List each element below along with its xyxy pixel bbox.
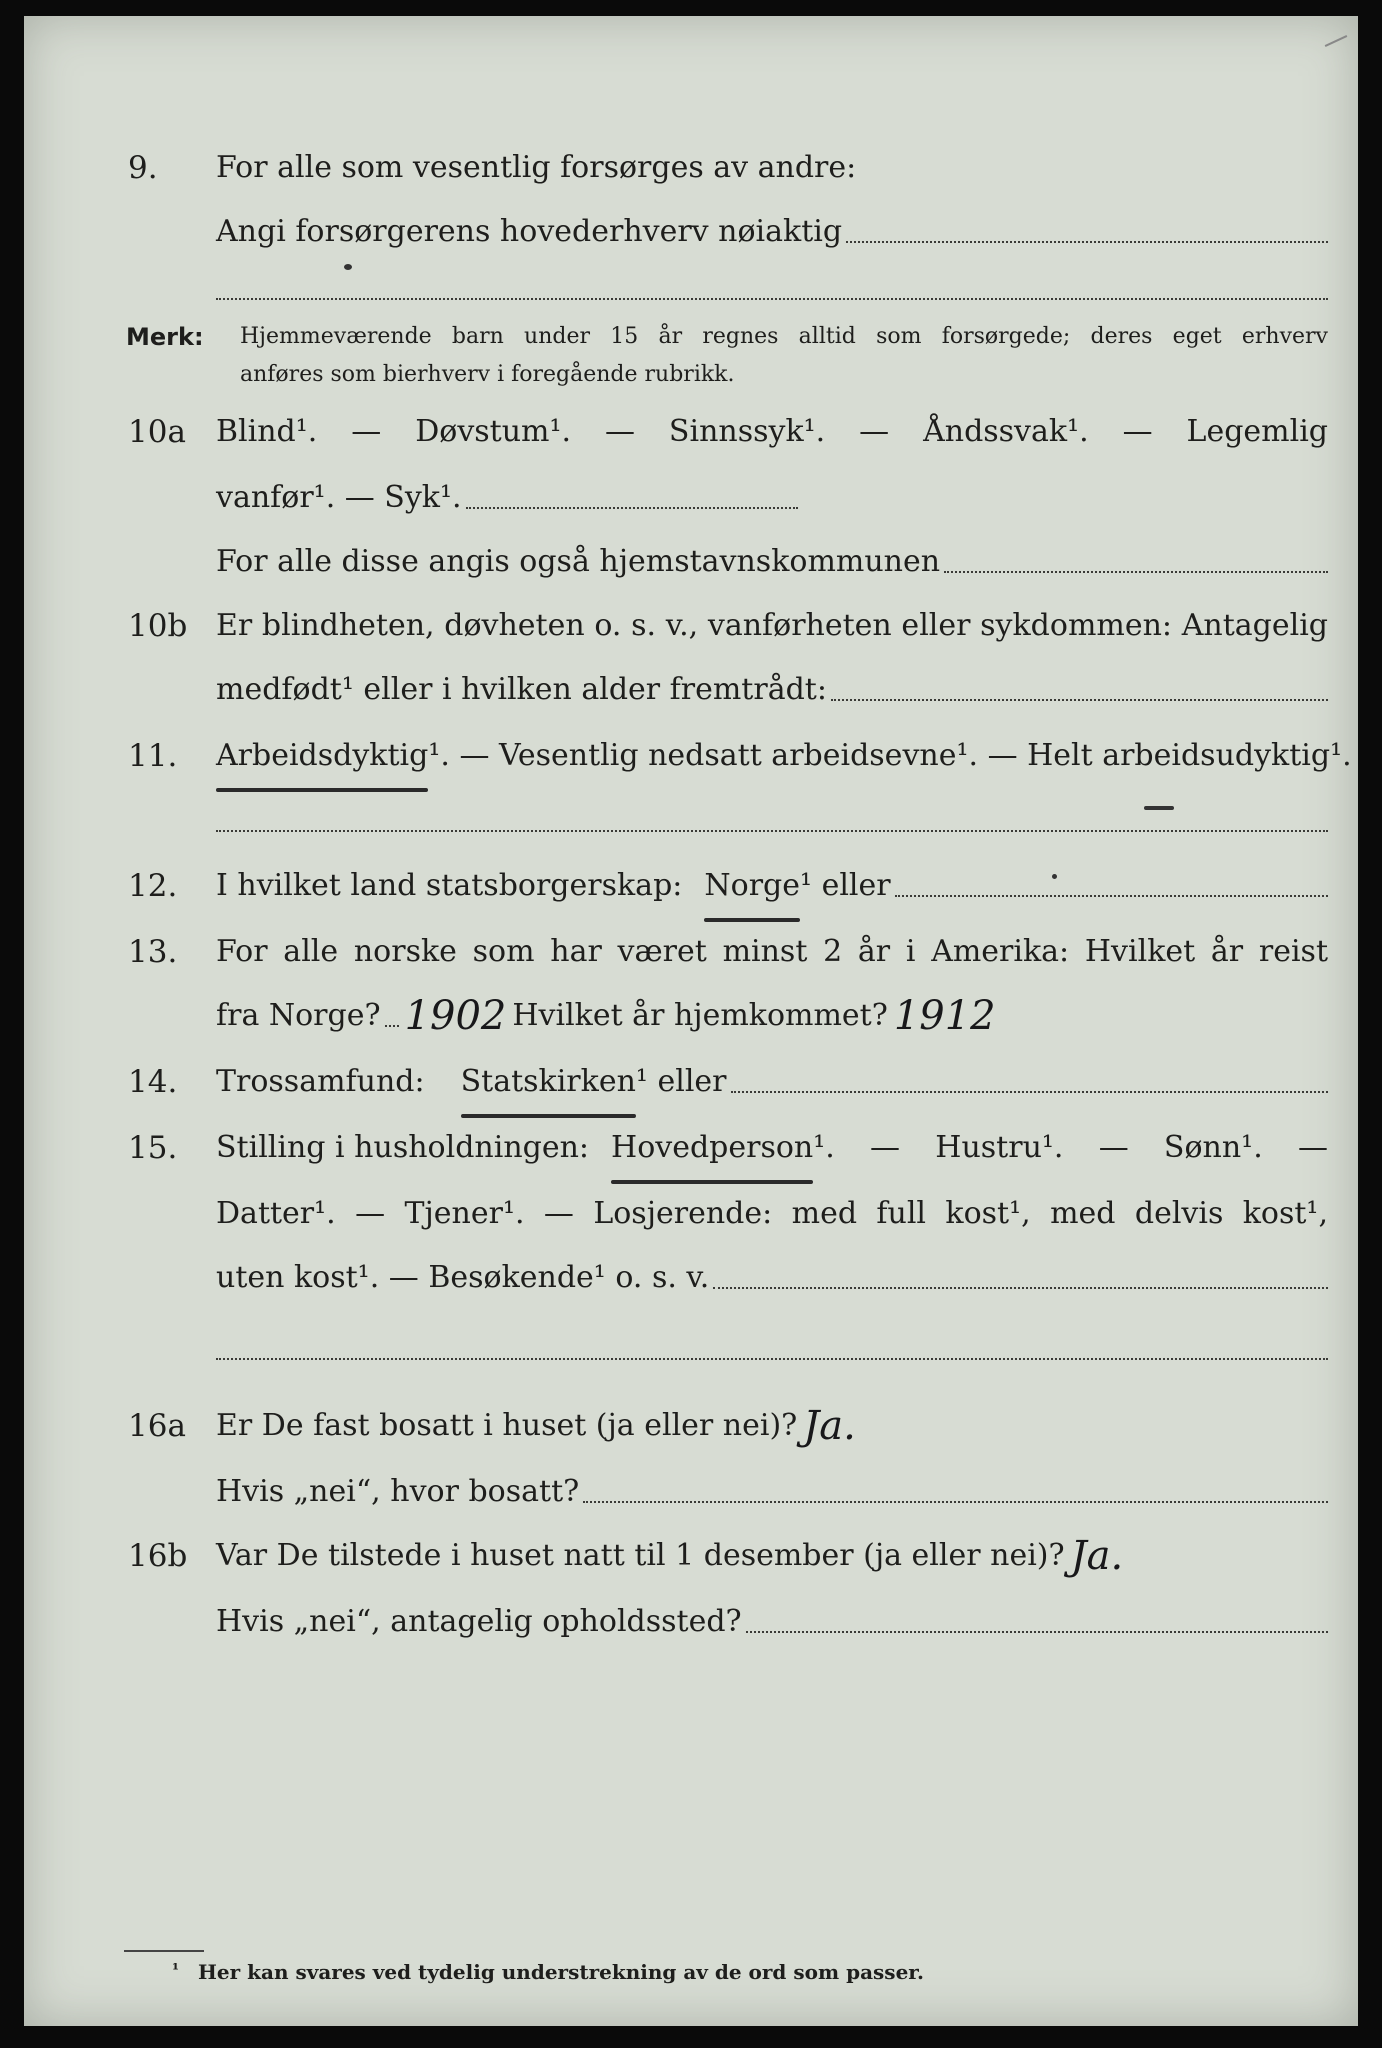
question-15-line3 (24, 1258, 1358, 1318)
answer-line[interactable] (831, 699, 1328, 701)
option-hovedperson-underlined[interactable]: Hovedperson (611, 1128, 813, 1168)
answer-line[interactable] (846, 241, 1328, 243)
question-number: 10b (128, 608, 188, 644)
answer-line[interactable] (746, 1631, 1328, 1633)
question-number: 16b (128, 1538, 188, 1574)
footnote-text: Her kan svares ved tydelig understrekning av de ord som passer. (198, 1960, 924, 1984)
question-number: 12. (128, 868, 178, 904)
question-12 (24, 866, 1358, 926)
question-13 (24, 932, 1358, 992)
question-9 (24, 148, 1358, 208)
question-text: For alle disse angis også hjemstavnskommunen (216, 544, 941, 579)
answer-line[interactable] (944, 571, 1328, 573)
answer-line[interactable] (583, 1501, 1328, 1503)
note-merk-line2 (24, 360, 1358, 420)
question-9-line2 (24, 212, 1358, 272)
answer-line[interactable] (466, 507, 798, 509)
question-text: vanfør¹. — Syk¹. (216, 480, 462, 515)
ink-mark (1144, 806, 1174, 810)
question-number: 11. (128, 738, 178, 774)
question-text: Blind¹. — Døvstum¹. — Sinnssyk¹. — Åndssvak¹. — Legemlig (216, 414, 1328, 449)
question-14 (24, 1062, 1358, 1122)
question-text: For alle som vesentlig forsørges av andre: (216, 150, 857, 185)
question-10a (24, 412, 1358, 472)
question-text: medfødt¹ eller i hvilken alder fremtrådt: (216, 672, 827, 707)
question-text: For alle norske som har været minst 2 år i Amerika: Hvilket år reist (216, 934, 1328, 969)
footnote-rule (124, 1950, 204, 1952)
census-form-page (24, 16, 1358, 2026)
question-16a (24, 1403, 1358, 1466)
question-text: Trossamfund: (216, 1064, 425, 1099)
note-label: Merk: (126, 323, 204, 351)
footnote-mark: ¹ (172, 1960, 180, 1979)
question-text: ¹. — Vesentlig nedsatt arbeidsevne¹. — Helt arbeidsudyktig¹. (428, 738, 1352, 773)
question-text: ¹ eller (800, 868, 891, 903)
option-arbeidsdyktig-underlined[interactable]: Arbeidsdyktig (216, 736, 428, 776)
answer-line[interactable] (895, 895, 1328, 897)
option-statskirken-underlined[interactable]: Statskirken (461, 1062, 636, 1102)
question-text: Hvis „nei“, hvor bosatt? (216, 1474, 580, 1509)
answer-line[interactable] (216, 1358, 1328, 1360)
answer-line[interactable] (731, 1091, 1328, 1093)
handwritten-bosatt-answer[interactable]: Ja. (803, 1403, 856, 1449)
question-text: Er blindheten, døvheten o. s. v., vanførheten eller sykdommen: Antagelig (216, 608, 1328, 643)
question-number: 16a (128, 1408, 186, 1444)
question-number: 10a (128, 414, 186, 450)
question-text: Var De tilstede i huset natt til 1 desember (ja eller nei)? (216, 1538, 1065, 1573)
question-text: ¹ eller (635, 1064, 727, 1099)
question-text: Er De fast bosatt i huset (ja eller nei)? (216, 1408, 798, 1443)
question-text: Hvilket år hjemkommet? (512, 998, 888, 1033)
question-15-line2 (24, 1194, 1358, 1254)
question-number: 14. (128, 1064, 178, 1100)
option-norge-underlined[interactable]: Norge (704, 866, 800, 906)
answer-line (385, 1025, 399, 1027)
question-11 (24, 736, 1358, 796)
ink-dot (1052, 874, 1057, 879)
answer-line[interactable] (216, 830, 1328, 832)
question-10a-line2 (24, 478, 1358, 538)
question-16b-line2 (24, 1602, 1358, 1662)
question-16a-line2 (24, 1472, 1358, 1532)
question-text: I hvilket land statsborgerskap: (216, 868, 683, 903)
question-number: 15. (128, 1130, 178, 1166)
handwritten-reist-year[interactable]: 1902 (404, 993, 507, 1039)
handwritten-tilstede-answer[interactable]: Ja. (1070, 1533, 1124, 1579)
question-13-line2 (24, 993, 1358, 1056)
question-text: Angi forsørgerens hovederhverv nøiaktig (216, 214, 843, 249)
question-10b (24, 606, 1358, 666)
ink-dot (344, 264, 352, 270)
question-text: Hvis „nei“, antagelig opholdssted? (216, 1604, 742, 1639)
corner-mark (1325, 35, 1348, 47)
question-number: 9. (128, 150, 158, 186)
question-10b-line2 (24, 670, 1358, 730)
question-16b (24, 1533, 1358, 1596)
answer-line[interactable] (713, 1287, 1328, 1289)
question-10a-line3 (24, 542, 1358, 602)
question-number: 13. (128, 934, 178, 970)
question-text: uten kost¹. — Besøkende¹ o. s. v. (216, 1260, 710, 1295)
handwritten-hjemkommet-year[interactable]: 1912 (893, 993, 996, 1039)
question-text: ¹. — Hustru¹. — Sønn¹. — (813, 1130, 1328, 1165)
question-text: Stilling i husholdningen: (216, 1130, 590, 1165)
note-text: Hjemmeværende barn under 15 år regnes alltid som forsørgede; deres eget erhverv (240, 324, 1328, 349)
answer-line[interactable] (216, 298, 1328, 300)
note-text: anføres som bierhverv i foregående rubrikk. (240, 362, 735, 387)
question-text: fra Norge? (216, 998, 381, 1033)
question-15 (24, 1128, 1358, 1188)
question-text: Datter¹. — Tjener¹. — Losjerende: med full kost¹, med delvis kost¹, (216, 1196, 1328, 1231)
